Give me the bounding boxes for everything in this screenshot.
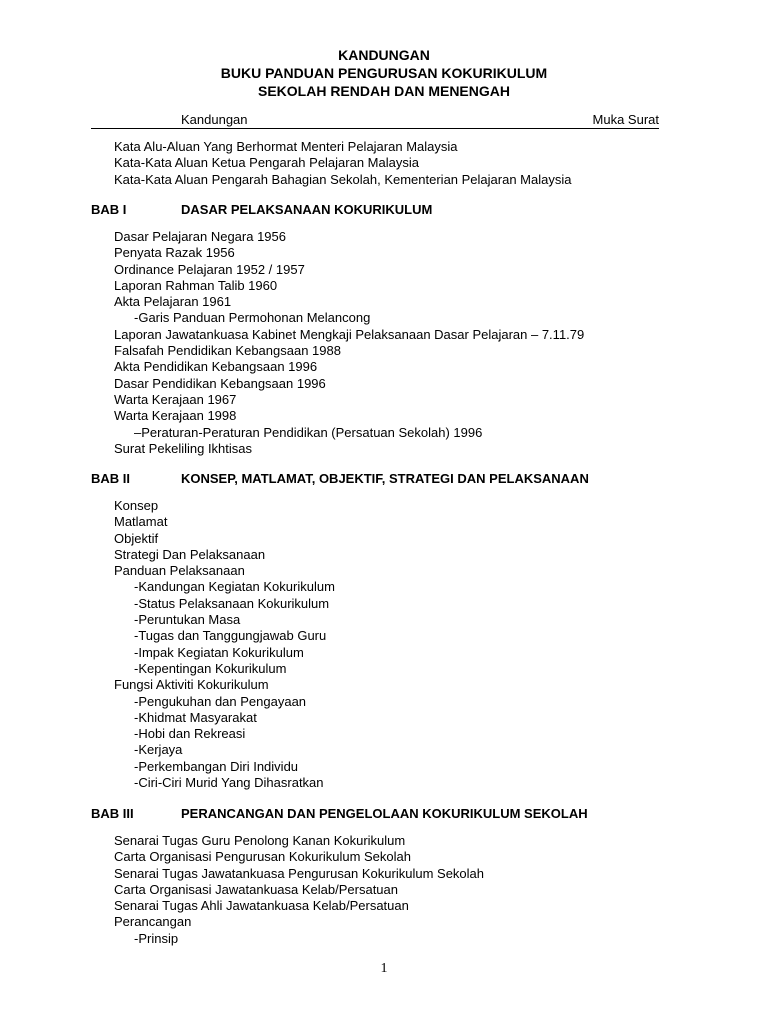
- list-item: Panduan Pelaksanaan: [114, 563, 245, 579]
- list-subitem: -Ciri-Ciri Murid Yang Dihasratkan: [134, 775, 324, 791]
- list-subitem: -Peruntukan Masa: [134, 612, 241, 628]
- list-item: Warta Kerajaan 1967: [114, 391, 237, 407]
- list-item: Akta Pendidikan Kebangsaan 1996: [114, 359, 318, 375]
- list-item: Matlamat: [114, 514, 168, 530]
- section-title: PERANCANGAN DAN PENGELOLAAN KOKURIKULUM SEKOLAH: [181, 806, 588, 821]
- section-heading-bab-2: [91, 470, 751, 487]
- list-item: Penyata Razak 1956: [114, 245, 235, 261]
- section-heading-bab-3: [91, 805, 751, 822]
- list-subitem: -Garis Panduan Permohonan Melancong: [134, 310, 371, 326]
- list-subitem: -Hobi dan Rekreasi: [134, 726, 246, 742]
- toc-header-contents: Kandungan: [181, 112, 248, 127]
- list-item: Dasar Pelajaran Negara 1956: [114, 229, 286, 244]
- list-item: Kata-Kata Aluan Pengarah Bahagian Sekolah, Kementerian Pelajaran Malaysia: [114, 171, 572, 187]
- list-item: Senarai Tugas Ahli Jawatankuasa Kelab/Persatuan: [114, 898, 409, 914]
- list-item: Laporan Rahman Talib 1960: [114, 277, 278, 293]
- list-item: Objektif: [114, 530, 159, 546]
- section-title: KONSEP, MATLAMAT, OBJEKTIF, STRATEGI DAN PELAKSANAAN: [181, 471, 589, 486]
- document-subtitle: BUKU PANDUAN PENGURUSAN KOKURIKULUM: [220, 65, 548, 81]
- section-number: BAB III: [91, 806, 134, 821]
- document-title: KANDUNGAN: [338, 47, 430, 63]
- list-item: Laporan Jawatankuasa Kabinet Mengkaji Pelaksanaan Dasar Pelajaran – 7.11.79: [114, 326, 585, 342]
- list-item: Carta Organisasi Jawatankuasa Kelab/Persatuan: [114, 881, 398, 897]
- list-item: Kata Alu-Aluan Yang Berhormat Menteri Pelajaran Malaysia: [114, 139, 458, 154]
- list-item: Akta Pelajaran 1961: [114, 294, 232, 310]
- list-item: Kata-Kata Aluan Ketua Pengarah Pelajaran Malaysia: [114, 155, 419, 171]
- section-number: BAB II: [91, 471, 130, 486]
- list-item: Warta Kerajaan 1998: [114, 408, 237, 424]
- list-subitem: -Perkembangan Diri Individu: [134, 758, 299, 774]
- section-number: BAB I: [91, 202, 127, 217]
- section-title: DASAR PELAKSANAAN KOKURIKULUM: [181, 202, 433, 217]
- section-heading-bab-1: [91, 201, 751, 218]
- section-list-bab-3: [0, 833, 768, 947]
- list-subitem: -Status Pelaksanaan Kokurikulum: [134, 595, 330, 611]
- list-item: Carta Organisasi Pengurusan Kokurikulum Sekolah: [114, 849, 411, 865]
- list-subitem: -Prinsip: [134, 930, 179, 946]
- list-subitem: -Pengukuhan dan Pengayaan: [134, 693, 307, 709]
- list-item: Surat Pekeliling Ikhtisas: [114, 440, 253, 456]
- toc-header-page: Muka Surat: [592, 112, 659, 127]
- list-subitem: -Kerjaya: [134, 742, 183, 758]
- page-number: 1: [380, 961, 388, 976]
- list-subitem: -Kepentingan Kokurikulum: [134, 660, 287, 676]
- list-subitem: -Impak Kegiatan Kokurikulum: [134, 644, 304, 660]
- document-subtitle-2: SEKOLAH RENDAH DAN MENENGAH: [257, 83, 510, 99]
- list-item: Fungsi Aktiviti Kokurikulum: [114, 677, 269, 693]
- section-list-bab-1: [0, 229, 768, 457]
- list-item: Senarai Tugas Jawatankuasa Pengurusan Kokurikulum Sekolah: [114, 865, 485, 881]
- list-item: Perancangan: [114, 914, 192, 930]
- list-item: Senarai Tugas Guru Penolong Kanan Kokurikulum: [114, 833, 406, 848]
- list-item: Strategi Dan Pelaksanaan: [114, 546, 266, 562]
- list-item: Konsep: [114, 498, 159, 513]
- list-subitem: -Kandungan Kegiatan Kokurikulum: [134, 579, 335, 595]
- list-item: Dasar Pendidikan Kebangsaan 1996: [114, 375, 326, 391]
- toc-header: [91, 111, 659, 129]
- list-subitem: -Tugas dan Tanggungjawab Guru: [134, 628, 327, 644]
- list-subitem: –Peraturan-Peraturan Pendidikan (Persatuan Sekolah) 1996: [134, 424, 483, 440]
- list-item: Ordinance Pelajaran 1952 / 1957: [114, 261, 305, 277]
- section-list-bab-2: [0, 498, 768, 791]
- intro-list: [0, 139, 768, 188]
- list-item: Falsafah Pendidikan Kebangsaan 1988: [114, 343, 341, 359]
- list-subitem: -Khidmat Masyarakat: [134, 709, 257, 725]
